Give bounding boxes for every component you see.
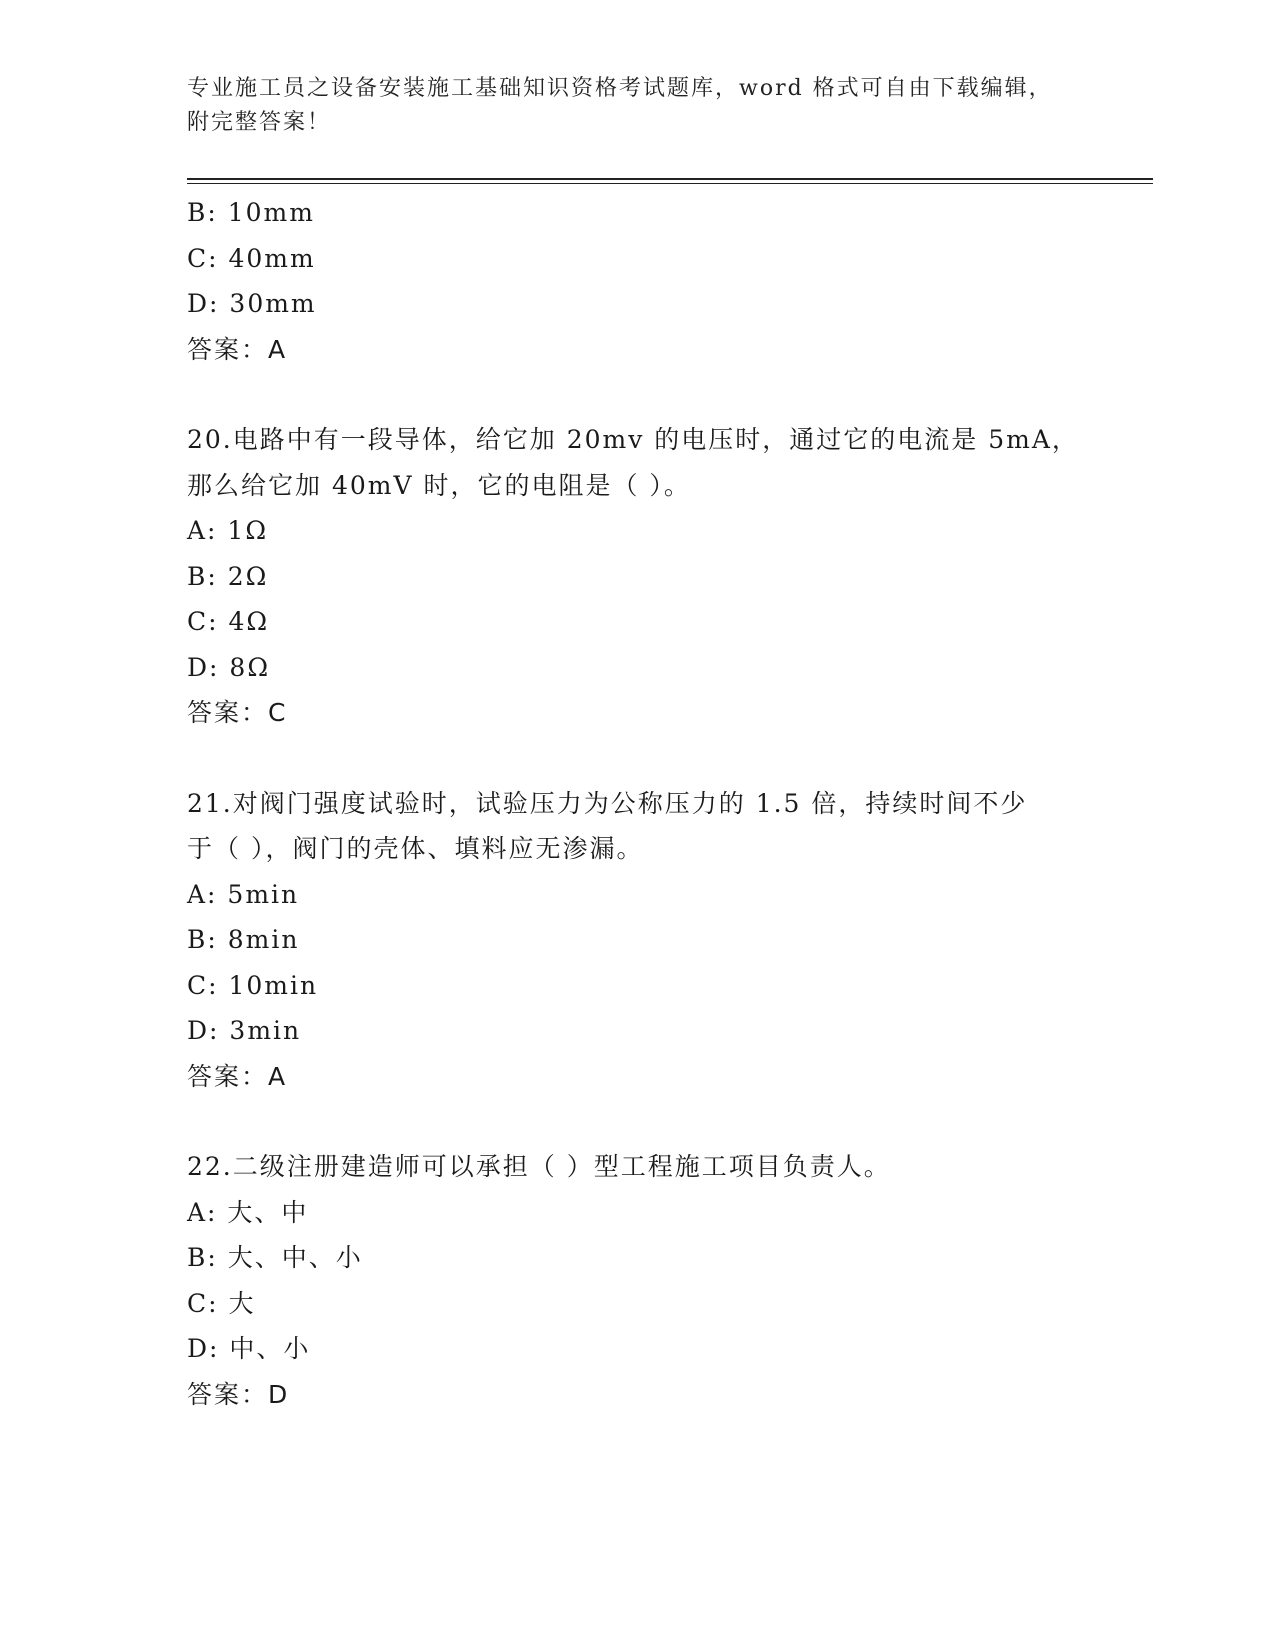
question-stem-line: 21.对阀门强度试验时，试验压力为公称压力的 1.5 倍，持续时间不少 <box>187 788 1028 818</box>
option-b: B: 8min <box>187 925 300 954</box>
question-21 <box>187 781 1087 1100</box>
option-b: B: 大、中、小 <box>187 1243 363 1272</box>
partial-question <box>187 190 1087 372</box>
option-a: A: 1Ω <box>187 516 269 545</box>
question-22 <box>187 1144 1087 1417</box>
option-d: D: 8Ω <box>187 652 271 682</box>
option-c: C: 大 <box>187 1288 256 1318</box>
option-c: C: 40mm <box>187 243 316 273</box>
option-c: C: 10min <box>187 970 319 1000</box>
option-d: D: 3min <box>187 1016 302 1045</box>
answer-line: 答案：D <box>187 1379 290 1409</box>
question-stem-line: 20.电路中有一段导体，给它加 20mv 的电压时，通过它的电流是 5mA， <box>187 425 1079 454</box>
question-20 <box>187 417 1087 736</box>
question-stem-line: 那么给它加 40mV 时，它的电阻是（ ）。 <box>187 470 691 500</box>
header-rule-thick <box>187 178 1153 180</box>
option-b: B: 10mm <box>187 198 315 227</box>
answer-line: 答案：C <box>187 698 288 727</box>
header-rule-thin <box>187 183 1153 184</box>
option-a: A: 大、中 <box>187 1197 309 1227</box>
header-line-2: 附完整答案！ <box>187 110 332 135</box>
question-stem-line: 22.二级注册建造师可以承担（ ）型工程施工项目负责人。 <box>187 1152 891 1181</box>
option-d: D: 中、小 <box>187 1334 311 1363</box>
option-b: B: 2Ω <box>187 561 269 591</box>
question-stem-line: 于（ ），阀门的壳体、填料应无渗漏。 <box>187 834 644 863</box>
answer-line: 答案：A <box>187 334 288 364</box>
option-a: A: 5min <box>187 879 300 909</box>
question-body <box>187 190 1087 1417</box>
option-c: C: 4Ω <box>187 607 270 636</box>
option-d: D: 30mm <box>187 289 317 318</box>
header-line-1: 专业施工员之设备安装施工基础知识资格考试题库，word 格式可自由下载编辑， <box>187 76 1053 101</box>
answer-line: 答案：A <box>187 1061 288 1091</box>
document-header <box>187 72 1087 140</box>
